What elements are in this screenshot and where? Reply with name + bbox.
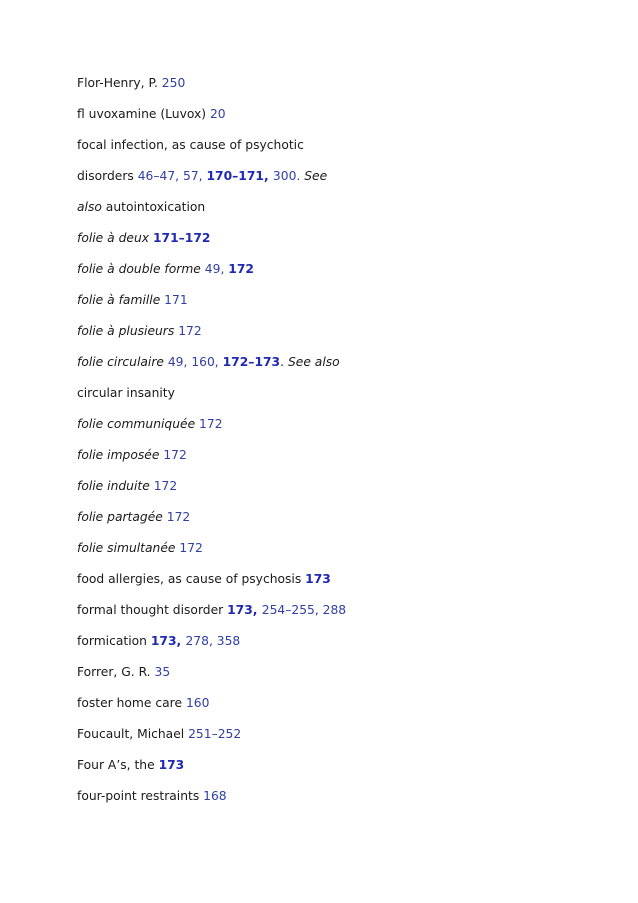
index-entry [77, 169, 618, 200]
page-reference: 173, [227, 603, 262, 617]
page-reference: 300. [272, 169, 305, 183]
page-reference: 172 [199, 417, 223, 431]
entry-text: Flor-Henry, P. [77, 76, 162, 90]
entry-text: food allergies, as cause of psychosis [77, 572, 306, 586]
page-reference: 49, [204, 262, 229, 276]
index-entry [77, 448, 618, 479]
page-reference: 172 [178, 324, 202, 338]
index-entry [77, 200, 618, 231]
page-reference: 172 [163, 448, 187, 462]
index-entry [77, 355, 618, 386]
page-reference: 173, [150, 634, 186, 648]
entry-text: Forrer, G. R. [77, 665, 155, 679]
page-reference: 35 [154, 665, 171, 679]
index-entry [77, 634, 618, 665]
index-entry [77, 541, 618, 572]
entry-text: formication [77, 634, 151, 648]
page-reference: 168 [203, 789, 227, 803]
index-entry [77, 789, 618, 820]
page-reference: 251–252 [188, 727, 242, 741]
index-entry [77, 758, 618, 789]
entry-text: . [280, 355, 288, 369]
entry-text: Foucault, Michael [77, 727, 189, 741]
entry-text: disorders [77, 169, 138, 183]
index-entry-list [77, 76, 618, 820]
page-reference: 173 [158, 758, 185, 772]
index-entry [77, 572, 618, 603]
page-reference: 172 [179, 541, 203, 555]
page-reference: 46–47, 57, [137, 169, 207, 183]
index-entry [77, 479, 618, 510]
entry-text: Four A’s, the [77, 758, 159, 772]
entry-text: See also [287, 355, 340, 369]
index-entry [77, 696, 618, 727]
page-reference: 170–171, [206, 169, 273, 183]
entry-text: folie circulaire [77, 355, 168, 369]
entry-text: circular insanity [77, 386, 175, 400]
index-entry [77, 324, 618, 355]
entry-text: also [77, 200, 102, 214]
index-entry [77, 386, 618, 417]
entry-text: folie imposée [77, 448, 164, 462]
index-entry [77, 665, 618, 696]
entry-text: folie à deux [77, 231, 153, 245]
entry-text: fl uvoxamine (Luvox) [77, 107, 210, 121]
index-entry [77, 417, 618, 448]
entry-text: folie à famille [77, 293, 165, 307]
entry-text: formal thought disorder [77, 603, 228, 617]
page-reference: 250 [161, 76, 186, 90]
page-reference: 173 [305, 572, 331, 586]
entry-text: folie communiquée [77, 417, 200, 431]
entry-text: folie à double forme [77, 262, 205, 276]
index-entry [77, 76, 618, 107]
page-reference: 172 [228, 262, 254, 276]
page-reference: 49, 160, [167, 355, 223, 369]
entry-text: folie simultanée [77, 541, 180, 555]
page-reference: 172 [166, 510, 191, 524]
index-entry [77, 262, 618, 293]
entry-text: autointoxication [101, 200, 206, 214]
page-reference: 20 [209, 107, 226, 121]
entry-text: four-point restraints [77, 789, 204, 803]
page-reference: 254–255, 288 [261, 603, 347, 617]
index-entry [77, 231, 618, 262]
entry-text: folie partagée [77, 510, 167, 524]
index-entry [77, 138, 618, 169]
index-entry [77, 603, 618, 634]
page-reference: 160 [185, 696, 210, 710]
index-entry [77, 510, 618, 541]
page-reference: 172–173 [222, 355, 281, 369]
entry-text: See [304, 169, 328, 183]
index-entry [77, 107, 618, 138]
page-reference: 172 [153, 479, 178, 493]
entry-text: foster home care [77, 696, 186, 710]
page-reference: 278, 358 [185, 634, 241, 648]
entry-text: folie induite [77, 479, 154, 493]
page-reference: 171–172 [152, 231, 211, 245]
index-entry [77, 293, 618, 324]
entry-text: folie à plusieurs [77, 324, 179, 338]
page-reference: 171 [164, 293, 188, 307]
index-entry [77, 727, 618, 758]
entry-text: focal infection, as cause of psychotic [77, 138, 304, 152]
